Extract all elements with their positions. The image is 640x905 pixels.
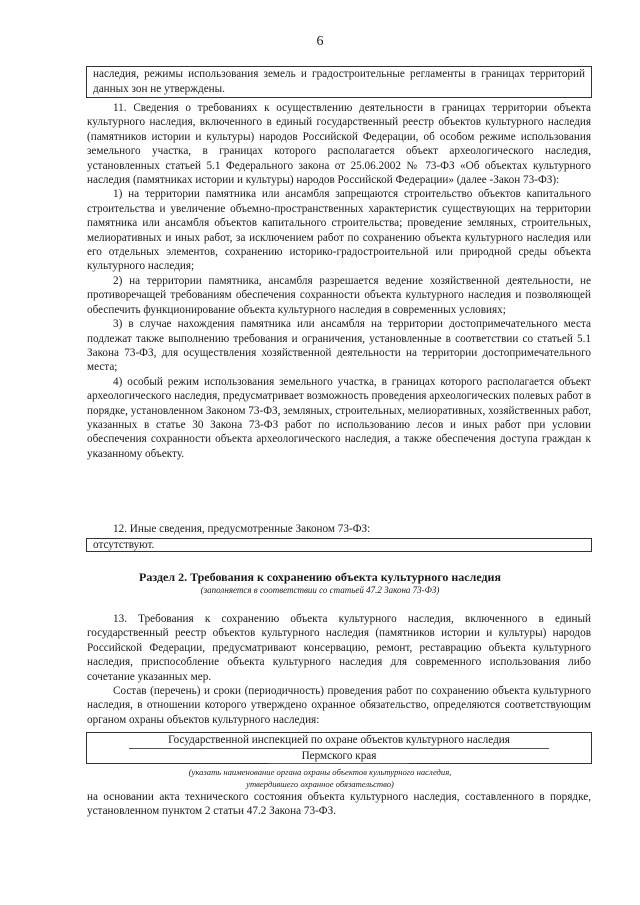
section-2-note: (заполняется в соответствии со статьей 47.2 Закона 73-ФЗ) <box>200 585 440 595</box>
authority-note-line-2: утвердившего охранное обязательство) <box>246 779 394 789</box>
item-12-label-block <box>87 522 591 536</box>
zones-info-box <box>86 66 592 98</box>
item-11-point-4: 4) особый режим использования земельного участка, в границах которого располагается объект археологического наследия, предусматривает возможность проведения археологических полевых работ в порядке, установленном Законом 73-ФЗ, земляных, строительных, мелиоративных, хозяйственных работ, указанных в статье 30 Закона 73-ФЗ работ по использованию лесов и иных работ при условии обеспечения сохранности объекта археологического наследия, а также обеспечения доступа граждан к указанному объекту. <box>87 375 591 460</box>
authority-box <box>86 732 592 764</box>
authority-line-2: Пермского края <box>269 749 409 765</box>
page-number: 6 <box>316 34 324 49</box>
closing-block <box>87 790 591 819</box>
item-13-text: 13. Требования к сохранению объекта культурного наследия, включенного в единый государственный реестр объектов культурного наследия (памятников истории и культуры) народов Российской Федерации, предусматривают консервацию, ремонт, реставрацию объекта культурного наследия, приспособление объекта культурного наследия для современного использования либо сочетание указанных мер. <box>87 613 591 683</box>
authority-note <box>0 766 640 790</box>
item-11-point-2: 2) на территории памятника, ансамбля разрешается ведение хозяйственной деятельности, не противоречащей требованиям обеспечения сохранности объекта культурного наследия и позволяющей обеспечить функционирование объекта культурного наследия в современных условиях; <box>87 274 591 316</box>
item-12-value-box <box>86 538 592 552</box>
zones-info-text: наследия, режимы использования земель и градостроительные регламенты в границах территорий данных зон не утверждены. <box>93 68 585 95</box>
item-12-label: 12. Иные сведения, предусмотренные Законом 73-ФЗ: <box>113 523 371 535</box>
item-11-block <box>87 101 591 461</box>
item-13-composition: Состав (перечень) и сроки (периодичность) проведения работ по сохранению объекта культурного наследия, в отношении которого утверждено охранное обязательство, определяются соответствующим органом охраны объектов культурного наследия: <box>87 685 591 726</box>
item-11-point-3: 3) в случае нахождения памятника или ансамбля на территории достопримечательного места подлежат также выполнению требования и ограничения, установленные в соответствии со статьей 5.1 Закона 73-ФЗ, для осуществления хозяйственной деятельности на территории достопримечательного места; <box>87 318 591 374</box>
item-12-value: отсутствуют. <box>93 539 155 551</box>
section-2-title: Раздел 2. Требования к сохранению объекта культурного наследия <box>139 570 501 584</box>
authority-note-line-1: (указать наименование органа охраны объектов культурного наследия, <box>188 767 452 777</box>
item-11-point-1: 1) на территории памятника или ансамбля запрещаются строительство объектов капитального строительства и увеличение объемно-пространственных характеристик существующих на территории памятника или ансамбля объектов капитального строительства; проведение земляных, строительных, мелиоративных и иных работ, за исключением работ по сохранению объекта культурного наследия или его отдельных элементов, сохранению историко-градостроительной или природной среды объекта культурного наследия; <box>87 188 591 273</box>
authority-line-1: Государственной инспекцией по охране объектов культурного наследия <box>129 733 549 749</box>
item-13-block <box>87 612 591 727</box>
item-11-intro: 11. Сведения о требованиях к осуществлению деятельности в границах территории объекта культурного наследия, включенного в единый государственный реестр объектов культурного наследия (памятников истории и культуры) народов Российской Федерации, об особом режиме использования земельного участка, в границах которого располагается объект археологического наследия, установленных статьей 5.1 Федерального закона от 25.06.2002 № 73-ФЗ «Об объектах культурного наследия (памятниках истории и культуры) народов Российской Федерации» (далее -Закон 73-ФЗ): <box>87 102 591 187</box>
closing-text: на основании акта технического состояния объекта культурного наследия, составленного в порядке, установленном пунктом 2 статьи 47.2 Закона 73-ФЗ. <box>87 791 591 818</box>
